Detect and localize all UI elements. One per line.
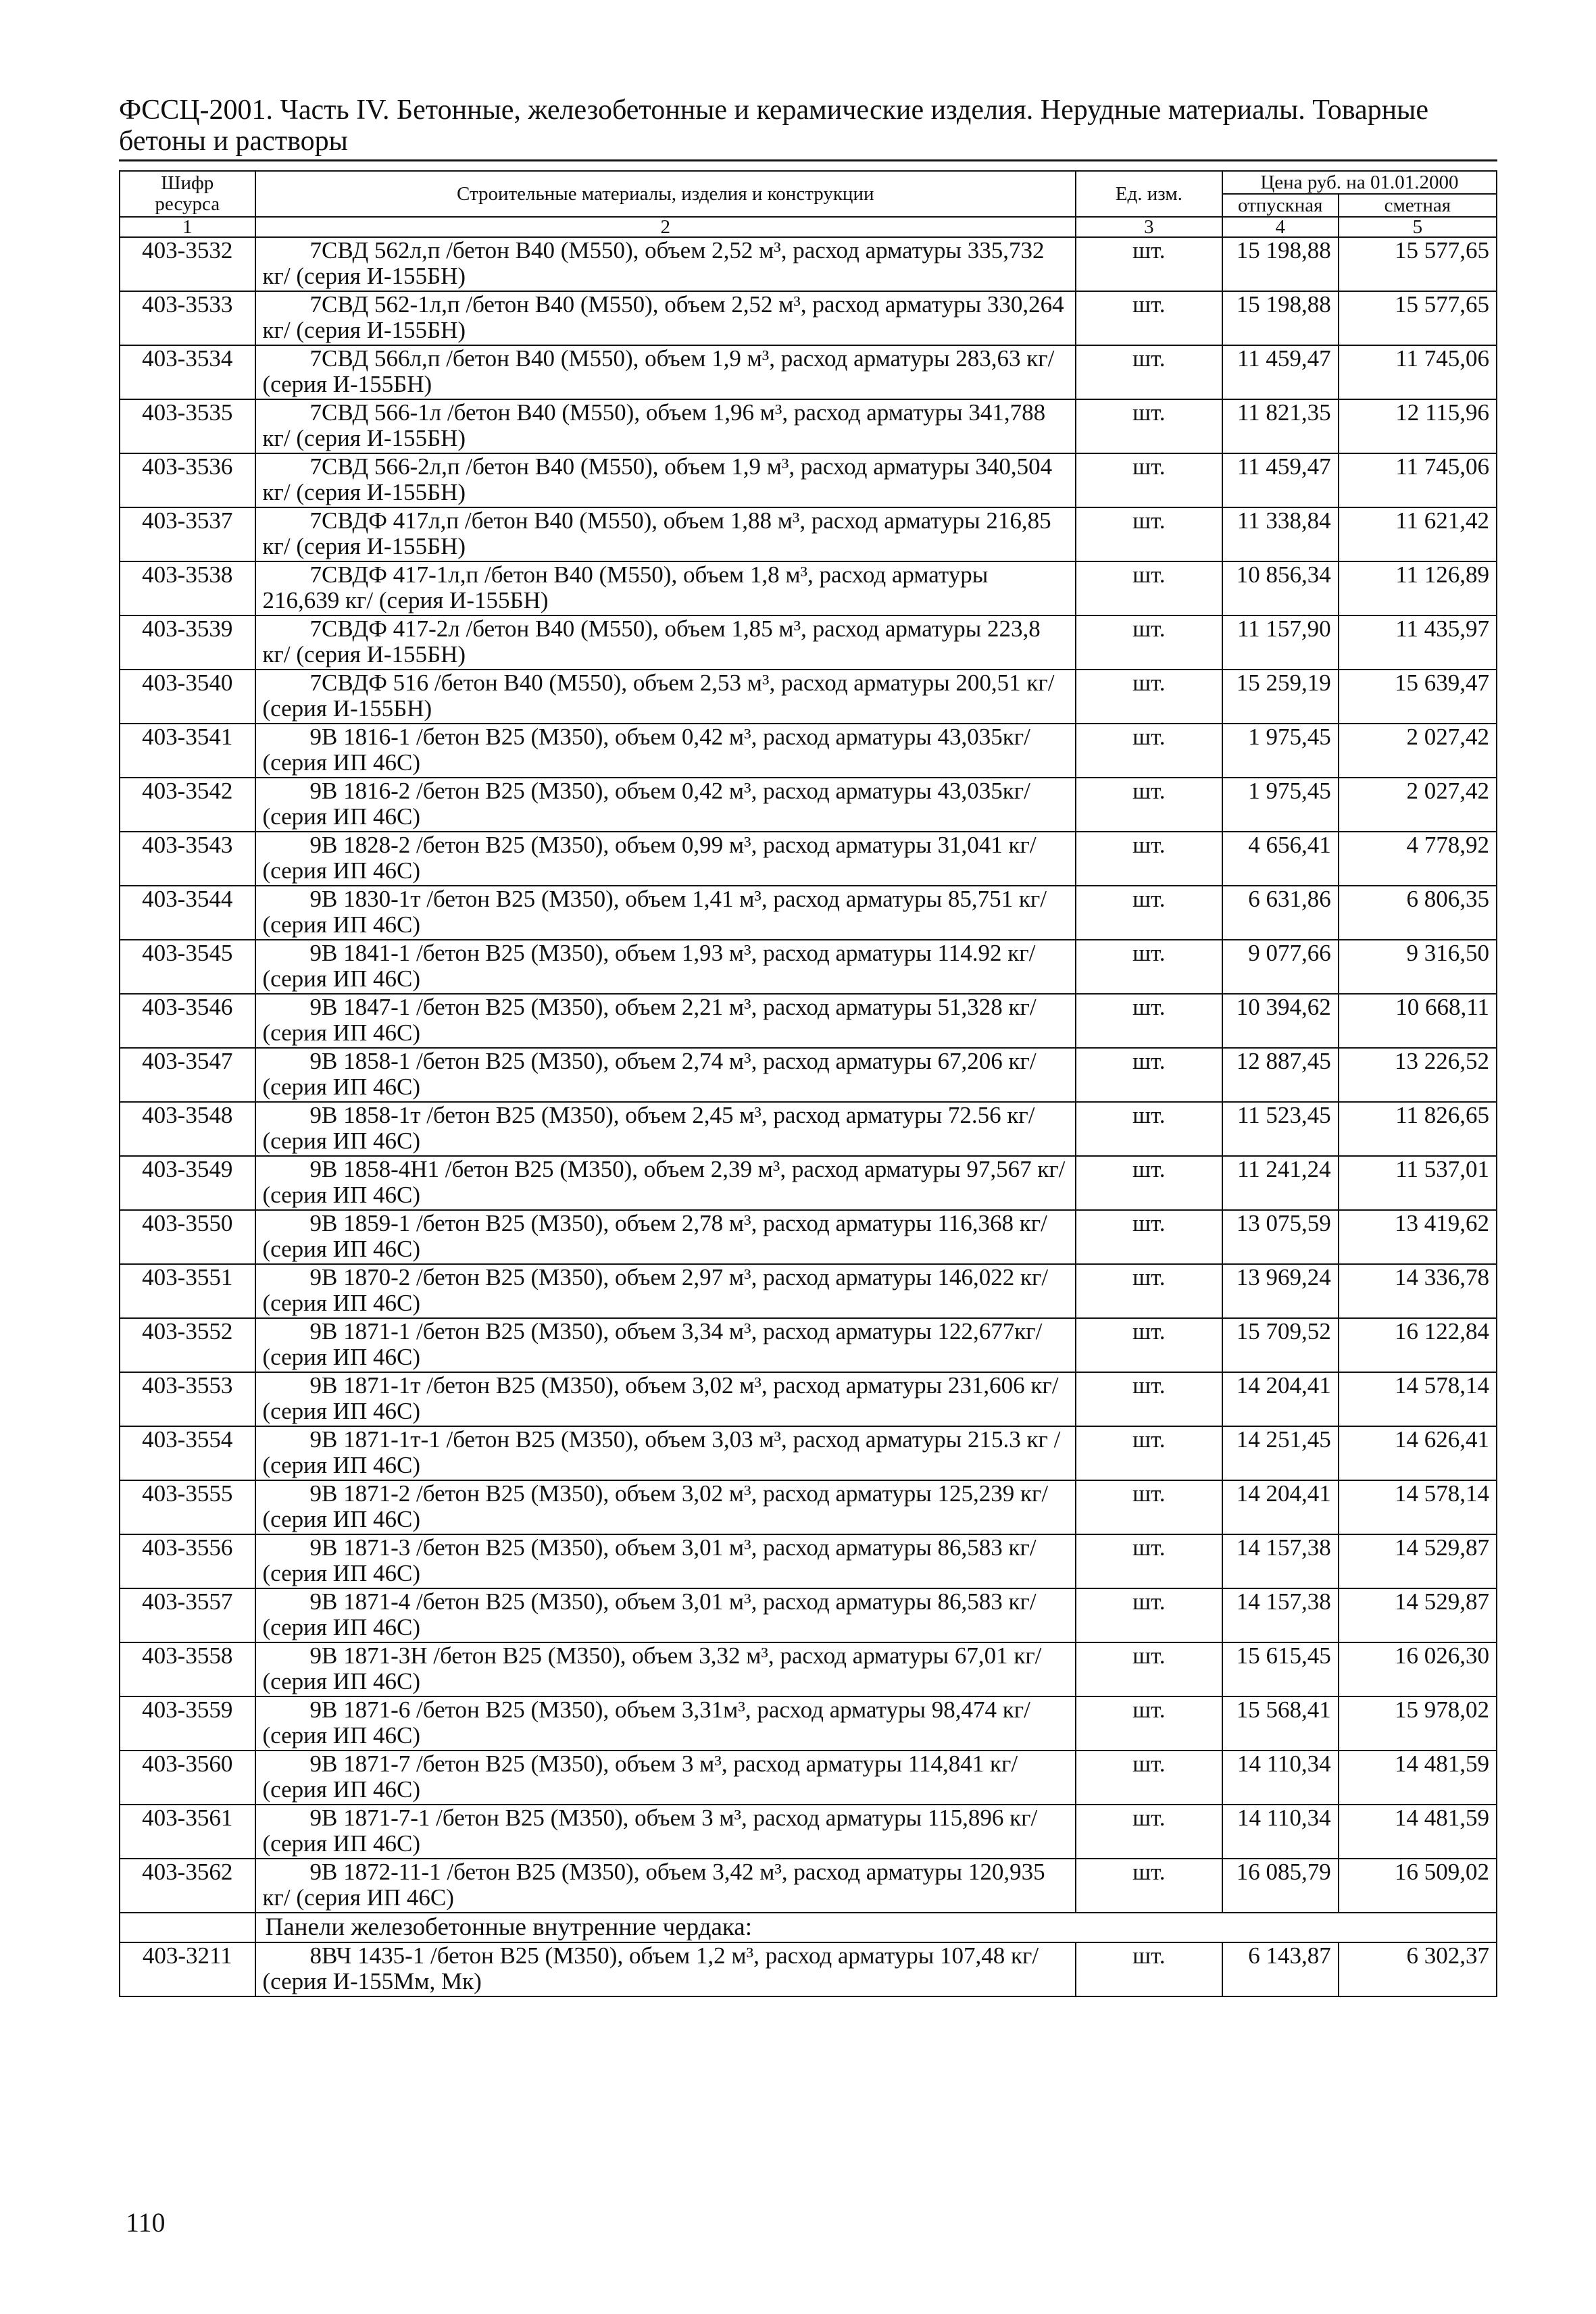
- table-row: [120, 1696, 1497, 1751]
- item-description: 9В 1816-1 /бетон В25 (М350), объем 0,42 м³, расход арматуры 43,035кг/ (серия ИП 46С): [255, 724, 1076, 778]
- release-price: 14 110,34: [1222, 1751, 1339, 1805]
- item-description: 7СВД 562л,п /бетон В40 (М550), объем 2,52 м³, расход арматуры 335,732 кг/ (серия И-155БН): [255, 237, 1076, 291]
- item-description: 9В 1871-1т /бетон В25 (М350), объем 3,02 м³, расход арматуры 231,606 кг/ (серия ИП 46С): [255, 1372, 1076, 1426]
- column-number-1: 1: [120, 217, 255, 237]
- resource-code: 403-3547: [120, 1048, 255, 1102]
- estimate-price: 11 745,06: [1339, 453, 1497, 507]
- estimate-price: 11 745,06: [1339, 345, 1497, 399]
- resource-code: 403-3540: [120, 670, 255, 724]
- item-description: 9В 1871-1 /бетон В25 (М350), объем 3,34 м³, расход арматуры 122,677кг/ (серия ИП 46С): [255, 1318, 1076, 1372]
- unit-cell: шт.: [1076, 399, 1222, 453]
- unit-cell: шт.: [1076, 1156, 1222, 1210]
- header-rule: [119, 159, 1497, 161]
- table-row: [120, 1751, 1497, 1805]
- release-price: 11 459,47: [1222, 345, 1339, 399]
- estimate-price: 14 578,14: [1339, 1480, 1497, 1534]
- unit-cell: шт.: [1076, 940, 1222, 994]
- estimate-price: 15 577,65: [1339, 237, 1497, 291]
- item-description: 8ВЧ 1435-1 /бетон В25 (М350), объем 1,2 м³, расход арматуры 107,48 кг/ (серия И-155Мм, Мк): [255, 1942, 1076, 1996]
- item-description: 9В 1858-4Н1 /бетон В25 (М350), объем 2,39 м³, расход арматуры 97,567 кг/ (серия ИП 46С): [255, 1156, 1076, 1210]
- estimate-price: 16 122,84: [1339, 1318, 1497, 1372]
- resource-code: 403-3545: [120, 940, 255, 994]
- item-description: 7СВД 566-2л,п /бетон В40 (М550), объем 1,9 м³, расход арматуры 340,504 кг/ (серия И-155БН): [255, 453, 1076, 507]
- table-row: [120, 1264, 1497, 1318]
- unit-cell: шт.: [1076, 561, 1222, 615]
- estimate-price: 15 577,65: [1339, 291, 1497, 345]
- release-price: 1 975,45: [1222, 724, 1339, 778]
- table-row: [120, 778, 1497, 832]
- unit-cell: шт.: [1076, 1696, 1222, 1751]
- resource-code: 403-3556: [120, 1534, 255, 1588]
- column-number-3: 3: [1076, 217, 1222, 237]
- resource-code: 403-3544: [120, 886, 255, 940]
- resource-code: 403-3546: [120, 994, 255, 1048]
- estimate-price: 11 126,89: [1339, 561, 1497, 615]
- estimate-price: 12 115,96: [1339, 399, 1497, 453]
- item-description: 7СВД 566-1л /бетон В40 (М550), объем 1,96 м³, расход арматуры 341,788 кг/ (серия И-155БН): [255, 399, 1076, 453]
- table-row: [120, 291, 1497, 345]
- table-row: [120, 1534, 1497, 1588]
- estimate-price: 14 481,59: [1339, 1805, 1497, 1859]
- resource-code: 403-3535: [120, 399, 255, 453]
- unit-cell: шт.: [1076, 237, 1222, 291]
- release-price: 11 241,24: [1222, 1156, 1339, 1210]
- release-price: 14 157,38: [1222, 1588, 1339, 1642]
- estimate-price: 14 481,59: [1339, 1751, 1497, 1805]
- resource-code: 403-3536: [120, 453, 255, 507]
- release-price: 15 709,52: [1222, 1318, 1339, 1372]
- resource-code: 403-3548: [120, 1102, 255, 1156]
- release-price: 13 075,59: [1222, 1210, 1339, 1264]
- release-price: 9 077,66: [1222, 940, 1339, 994]
- resource-code: 403-3557: [120, 1588, 255, 1642]
- item-description: 9В 1870-2 /бетон В25 (М350), объем 2,97 м³, расход арматуры 146,022 кг/ (серия ИП 46С): [255, 1264, 1076, 1318]
- release-price: 14 110,34: [1222, 1805, 1339, 1859]
- table-row: [120, 1642, 1497, 1696]
- item-description: 9В 1871-6 /бетон В25 (М350), объем 3,31м³, расход арматуры 98,474 кг/ (серия ИП 46С): [255, 1696, 1076, 1751]
- item-description: 9В 1871-7-1 /бетон В25 (М350), объем 3 м³, расход арматуры 115,896 кг/ (серия ИП 46С): [255, 1805, 1076, 1859]
- table-row: [120, 832, 1497, 886]
- unit-cell: шт.: [1076, 1859, 1222, 1913]
- resource-code: 403-3532: [120, 237, 255, 291]
- table-row: [120, 561, 1497, 615]
- table-row: [120, 940, 1497, 994]
- unit-cell: шт.: [1076, 1534, 1222, 1588]
- release-price: 14 204,41: [1222, 1372, 1339, 1426]
- release-price: 11 157,90: [1222, 615, 1339, 670]
- estimate-price: 16 509,02: [1339, 1859, 1497, 1913]
- table-row: [120, 1318, 1497, 1372]
- release-price: 10 394,62: [1222, 994, 1339, 1048]
- column-number-5: 5: [1339, 217, 1497, 237]
- unit-cell: шт.: [1076, 1210, 1222, 1264]
- release-price: 14 251,45: [1222, 1426, 1339, 1480]
- item-description: 9В 1847-1 /бетон В25 (М350), объем 2,21 м³, расход арматуры 51,328 кг/ (серия ИП 46С): [255, 994, 1076, 1048]
- resource-code: 403-3533: [120, 291, 255, 345]
- unit-cell: шт.: [1076, 1942, 1222, 1996]
- item-description: 9В 1828-2 /бетон В25 (М350), объем 0,99 м³, расход арматуры 31,041 кг/ (серия ИП 46С): [255, 832, 1076, 886]
- resource-code: 403-3559: [120, 1696, 255, 1751]
- table-row: [120, 670, 1497, 724]
- table-row: [120, 886, 1497, 940]
- table-row: [120, 1372, 1497, 1426]
- estimate-price: 6 302,37: [1339, 1942, 1497, 1996]
- estimate-price: 15 639,47: [1339, 670, 1497, 724]
- resource-code: 403-3554: [120, 1426, 255, 1480]
- resource-code: 403-3552: [120, 1318, 255, 1372]
- unit-cell: шт.: [1076, 1480, 1222, 1534]
- release-price: 14 204,41: [1222, 1480, 1339, 1534]
- column-header-price-group: Цена руб. на 01.01.2000: [1222, 171, 1497, 194]
- table-row: [120, 1588, 1497, 1642]
- unit-cell: шт.: [1076, 1372, 1222, 1426]
- item-description: 9В 1858-1 /бетон В25 (М350), объем 2,74 м³, расход арматуры 67,206 кг/ (серия ИП 46С): [255, 1048, 1076, 1102]
- section-heading: Панели железобетонные внутренние чердака:: [255, 1913, 1497, 1942]
- resource-code: 403-3211: [120, 1942, 255, 1996]
- column-number-4: 4: [1222, 217, 1339, 237]
- page-number: 110: [126, 2207, 166, 2238]
- unit-cell: шт.: [1076, 1426, 1222, 1480]
- resource-code: 403-3542: [120, 778, 255, 832]
- column-header-code: Шифр ресурса: [120, 171, 255, 217]
- unit-cell: шт.: [1076, 994, 1222, 1048]
- estimate-price: 14 336,78: [1339, 1264, 1497, 1318]
- release-price: 11 338,84: [1222, 507, 1339, 561]
- estimate-price: 13 419,62: [1339, 1210, 1497, 1264]
- item-description: 9В 1830-1т /бетон В25 (М350), объем 1,41 м³, расход арматуры 85,751 кг/ (серия ИП 46С): [255, 886, 1076, 940]
- release-price: 13 969,24: [1222, 1264, 1339, 1318]
- table-row: [120, 1805, 1497, 1859]
- item-description: 9В 1872-11-1 /бетон В25 (М350), объем 3,42 м³, расход арматуры 120,935 кг/ (серия ИП 46С): [255, 1859, 1076, 1913]
- release-price: 6 143,87: [1222, 1942, 1339, 1996]
- item-description: 9В 1871-2 /бетон В25 (М350), объем 3,02 м³, расход арматуры 125,239 кг/ (серия ИП 46С): [255, 1480, 1076, 1534]
- table-row: [120, 615, 1497, 670]
- item-description: 9В 1859-1 /бетон В25 (М350), объем 2,78 м³, расход арматуры 116,368 кг/ (серия ИП 46С): [255, 1210, 1076, 1264]
- unit-cell: шт.: [1076, 453, 1222, 507]
- table-row: [120, 724, 1497, 778]
- release-price: 10 856,34: [1222, 561, 1339, 615]
- release-price: 15 198,88: [1222, 237, 1339, 291]
- estimate-price: 11 435,97: [1339, 615, 1497, 670]
- unit-cell: шт.: [1076, 1588, 1222, 1642]
- item-description: 7СВДФ 516 /бетон В40 (М550), объем 2,53 м³, расход арматуры 200,51 кг/ (серия И-155БН): [255, 670, 1076, 724]
- unit-cell: шт.: [1076, 507, 1222, 561]
- estimate-price: 13 226,52: [1339, 1048, 1497, 1102]
- unit-cell: шт.: [1076, 1318, 1222, 1372]
- estimate-price: 11 621,42: [1339, 507, 1497, 561]
- unit-cell: шт.: [1076, 886, 1222, 940]
- resource-code: 403-3560: [120, 1751, 255, 1805]
- unit-cell: шт.: [1076, 345, 1222, 399]
- page-header: ФССЦ-2001. Часть IV. Бетонные, железобетонные и керамические изделия. Нерудные материалы. Товарные бетоны и растворы: [119, 95, 1428, 157]
- item-description: 7СВД 566л,п /бетон В40 (М550), объем 1,9 м³, расход арматуры 283,63 кг/ (серия И-155БН): [255, 345, 1076, 399]
- table-row: [120, 1942, 1497, 1996]
- unit-cell: шт.: [1076, 1048, 1222, 1102]
- release-price: 14 157,38: [1222, 1534, 1339, 1588]
- table-body: [120, 237, 1497, 1996]
- release-price: 4 656,41: [1222, 832, 1339, 886]
- resource-code: 403-3541: [120, 724, 255, 778]
- table-row: [120, 1102, 1497, 1156]
- item-description: 7СВД 562-1л,п /бетон В40 (М550), объем 2,52 м³, расход арматуры 330,264 кг/ (серия И-155БН): [255, 291, 1076, 345]
- estimate-price: 10 668,11: [1339, 994, 1497, 1048]
- item-description: 9В 1816-2 /бетон В25 (М350), объем 0,42 м³, расход арматуры 43,035кг/ (серия ИП 46С): [255, 778, 1076, 832]
- unit-cell: шт.: [1076, 778, 1222, 832]
- estimate-price: 15 978,02: [1339, 1696, 1497, 1751]
- item-description: 9В 1871-3Н /бетон В25 (М350), объем 3,32 м³, расход арматуры 67,01 кг/ (серия ИП 46С): [255, 1642, 1076, 1696]
- table-row: [120, 345, 1497, 399]
- resource-code: 403-3558: [120, 1642, 255, 1696]
- estimate-price: 2 027,42: [1339, 778, 1497, 832]
- release-price: 11 523,45: [1222, 1102, 1339, 1156]
- section-heading-row: [120, 1913, 1497, 1942]
- release-price: 15 198,88: [1222, 291, 1339, 345]
- estimate-price: 14 578,14: [1339, 1372, 1497, 1426]
- resource-code: 403-3534: [120, 345, 255, 399]
- table-row: [120, 1426, 1497, 1480]
- estimate-price: 4 778,92: [1339, 832, 1497, 886]
- release-price: 11 821,35: [1222, 399, 1339, 453]
- unit-cell: шт.: [1076, 1751, 1222, 1805]
- release-price: 11 459,47: [1222, 453, 1339, 507]
- resource-code: 403-3549: [120, 1156, 255, 1210]
- resource-code: 403-3561: [120, 1805, 255, 1859]
- unit-cell: шт.: [1076, 1805, 1222, 1859]
- resource-code: 403-3537: [120, 507, 255, 561]
- table-row: [120, 237, 1497, 291]
- price-table: [119, 170, 1497, 1997]
- table-row: [120, 1156, 1497, 1210]
- item-description: 9В 1871-1т-1 /бетон В25 (М350), объем 3,03 м³, расход арматуры 215.3 кг / (серия ИП 46С): [255, 1426, 1076, 1480]
- unit-cell: шт.: [1076, 1264, 1222, 1318]
- item-description: 9В 1871-3 /бетон В25 (М350), объем 3,01 м³, расход арматуры 86,583 кг/ (серия ИП 46С): [255, 1534, 1076, 1588]
- release-price: 12 887,45: [1222, 1048, 1339, 1102]
- estimate-price: 9 316,50: [1339, 940, 1497, 994]
- estimate-price: 16 026,30: [1339, 1642, 1497, 1696]
- item-description: 7СВДФ 417-1л,п /бетон В40 (М550), объем 1,8 м³, расход арматуры 216,639 кг/ (серия И-155БН): [255, 561, 1076, 615]
- table-row: [120, 507, 1497, 561]
- release-price: 15 259,19: [1222, 670, 1339, 724]
- estimate-price: 6 806,35: [1339, 886, 1497, 940]
- unit-cell: шт.: [1076, 832, 1222, 886]
- table-row: [120, 1859, 1497, 1913]
- release-price: 15 568,41: [1222, 1696, 1339, 1751]
- column-number-2: 2: [255, 217, 1076, 237]
- table-row: [120, 1480, 1497, 1534]
- table-row: [120, 994, 1497, 1048]
- item-description: 7СВДФ 417-2л /бетон В40 (М550), объем 1,85 м³, расход арматуры 223,8 кг/ (серия И-155БН): [255, 615, 1076, 670]
- estimate-price: 11 537,01: [1339, 1156, 1497, 1210]
- release-price: 15 615,45: [1222, 1642, 1339, 1696]
- resource-code: 403-3555: [120, 1480, 255, 1534]
- table-row: [120, 399, 1497, 453]
- unit-cell: шт.: [1076, 1642, 1222, 1696]
- resource-code: 403-3538: [120, 561, 255, 615]
- section-code-cell: [120, 1913, 255, 1942]
- resource-code: 403-3562: [120, 1859, 255, 1913]
- estimate-price: 14 529,87: [1339, 1534, 1497, 1588]
- item-description: 9В 1871-4 /бетон В25 (М350), объем 3,01 м³, расход арматуры 86,583 кг/ (серия ИП 46С): [255, 1588, 1076, 1642]
- item-description: 7СВДФ 417л,п /бетон В40 (М550), объем 1,88 м³, расход арматуры 216,85 кг/ (серия И-155БН): [255, 507, 1076, 561]
- table-row: [120, 1048, 1497, 1102]
- item-description: 9В 1871-7 /бетон В25 (М350), объем 3 м³, расход арматуры 114,841 кг/ (серия ИП 46С): [255, 1751, 1076, 1805]
- resource-code: 403-3539: [120, 615, 255, 670]
- column-header-unit: Ед. изм.: [1076, 171, 1222, 217]
- unit-cell: шт.: [1076, 724, 1222, 778]
- item-description: 9В 1841-1 /бетон В25 (М350), объем 1,93 м³, расход арматуры 114.92 кг/ (серия ИП 46С): [255, 940, 1076, 994]
- unit-cell: шт.: [1076, 291, 1222, 345]
- unit-cell: шт.: [1076, 670, 1222, 724]
- release-price: 6 631,86: [1222, 886, 1339, 940]
- estimate-price: 14 626,41: [1339, 1426, 1497, 1480]
- estimate-price: 11 826,65: [1339, 1102, 1497, 1156]
- unit-cell: шт.: [1076, 615, 1222, 670]
- unit-cell: шт.: [1076, 1102, 1222, 1156]
- column-header-name: Строительные материалы, изделия и конструкции: [255, 171, 1076, 217]
- estimate-price: 14 529,87: [1339, 1588, 1497, 1642]
- table-row: [120, 453, 1497, 507]
- release-price: 16 085,79: [1222, 1859, 1339, 1913]
- resource-code: 403-3543: [120, 832, 255, 886]
- resource-code: 403-3551: [120, 1264, 255, 1318]
- column-header-estimate-price: сметная: [1339, 194, 1497, 217]
- column-header-release-price: отпускная: [1222, 194, 1339, 217]
- estimate-price: 2 027,42: [1339, 724, 1497, 778]
- table-row: [120, 1210, 1497, 1264]
- resource-code: 403-3553: [120, 1372, 255, 1426]
- item-description: 9В 1858-1т /бетон В25 (М350), объем 2,45 м³, расход арматуры 72.56 кг/ (серия ИП 46С): [255, 1102, 1076, 1156]
- resource-code: 403-3550: [120, 1210, 255, 1264]
- release-price: 1 975,45: [1222, 778, 1339, 832]
